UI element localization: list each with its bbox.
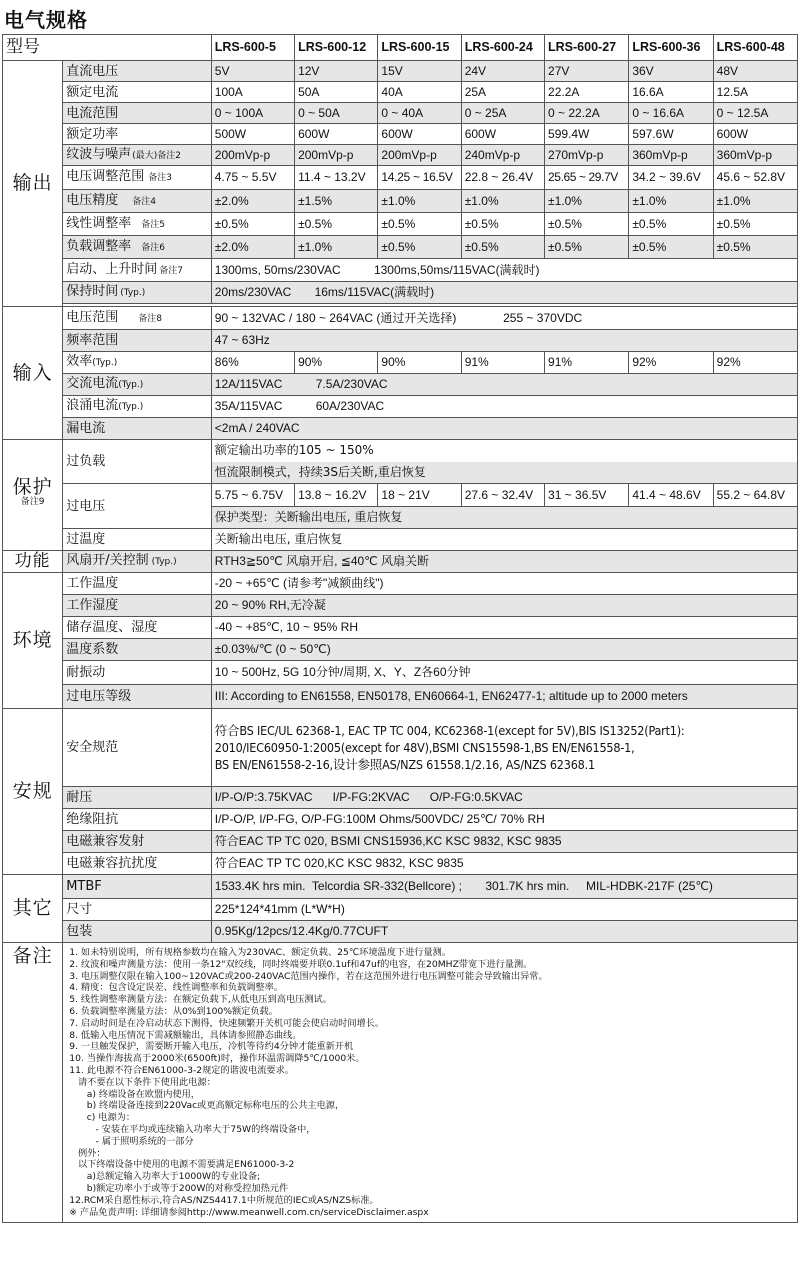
cell: 600W <box>461 124 544 145</box>
row-efficiency <box>3 352 798 374</box>
note-item: 例外： <box>69 1147 106 1159</box>
cell: 0 ~ 25A <box>461 103 544 124</box>
cell: 91% <box>461 352 544 374</box>
storage-value: -40 ~ +85℃, 10 ~ 95% RH <box>211 617 797 639</box>
voltage-range-value: 90 ~ 132VAC / 180 ~ 264VAC (通过开关选择) 255 ~ 370VDC <box>211 307 797 330</box>
section-protection <box>3 440 63 551</box>
section-label: 保护 <box>12 476 53 498</box>
model-name: LRS-600-27 <box>545 35 629 61</box>
overload-mode: 恒流限制模式，持续3S后关断,重启恢复 <box>211 462 797 484</box>
note-ref: 备注4 <box>132 196 156 207</box>
label-text: 负载调整率 <box>66 238 132 254</box>
note-item: 8. 低输入电压情况下需减额输出，具体请参照静态曲线。 <box>69 1029 302 1041</box>
note-item: c) 电源为： <box>69 1112 136 1124</box>
emc-immunity-value: 符合EAC TP TC 020,KC KSC 9832, KSC 9835 <box>211 853 797 875</box>
note-item: 10. 当操作海拔高于2000米(6500ft)时，操作环温需调降5℃/1000米。 <box>69 1053 365 1065</box>
row-label: 绝缘阻抗 <box>63 809 212 831</box>
section-environment: 环境 <box>3 573 63 709</box>
cell: ±0.5% <box>629 236 713 259</box>
row-current-range <box>3 103 798 124</box>
row-dimension <box>3 899 798 921</box>
cell: ±1.5% <box>295 190 378 213</box>
row-label: 直流电压 <box>63 61 212 82</box>
cell: 597.6W <box>629 124 713 145</box>
note-item: 6. 负载调整率测量方法：从0%到100%额定负载。 <box>69 1005 278 1017</box>
cell: 48V <box>713 61 797 82</box>
section-safety: 安规 <box>3 709 63 875</box>
row-emc-immunity <box>3 853 798 875</box>
row-working-temp <box>3 573 798 595</box>
note-item: 1. 如未特别说明，所有规格参数均在输入为230VAC、额定负载、25℃环境温度下进行量测。 <box>69 947 452 958</box>
row-inrush <box>3 396 798 418</box>
row-working-humidity <box>3 595 798 617</box>
label-sub: (最大) <box>132 150 158 161</box>
note-item: b)额定功率小于或等于200W的对称受控加热元件 <box>69 1182 289 1194</box>
row-temp-coeff <box>3 639 798 661</box>
note-item: 11. 此电源不符合EN61000-3-2规定的谐波电流要求。 <box>69 1064 294 1076</box>
row-label <box>63 166 212 190</box>
model-name: LRS-600-36 <box>629 35 713 61</box>
overload-value: 额定输出功率的105 ~ 150% <box>211 440 797 462</box>
cell: 92% <box>629 352 713 374</box>
row-overload-1 <box>3 440 798 462</box>
row-fan-control <box>3 551 798 573</box>
cell: 15V <box>378 61 461 82</box>
label-text: 保持时间 <box>66 284 119 299</box>
row-line-reg <box>3 213 798 236</box>
row-label: 额定功率 <box>63 124 212 145</box>
model-name: LRS-600-12 <box>295 35 378 61</box>
cell: 40A <box>378 82 461 103</box>
note-ref: 备注8 <box>138 313 162 324</box>
note-ref: 备注3 <box>148 173 172 183</box>
row-label: 储存温度、湿度 <box>63 617 212 639</box>
note-ref: 备注6 <box>141 242 165 253</box>
cell: 5.75 ~ 6.75V <box>211 484 294 507</box>
section-note: 备注9 <box>20 497 45 507</box>
cell: 13.8 ~ 16.2V <box>295 484 378 507</box>
row-label: 包装 <box>63 921 212 943</box>
cell: ±1.0% <box>461 190 544 213</box>
cell: 500W <box>211 124 294 145</box>
safety-line: BS EN/EN61558-2-16,设计参照AS/NZS 61558.1/2.16, AS/NZS 62368.1 <box>214 757 595 772</box>
cell: 14.25 ~ 16.5V <box>378 166 461 190</box>
row-label <box>63 259 212 282</box>
note-item: 以下终端设备中使用的电源不需要满足EN61000-3-2 <box>69 1159 295 1171</box>
cell: 12.5A <box>713 82 797 103</box>
row-label <box>63 190 212 213</box>
model-name: LRS-600-15 <box>378 35 461 61</box>
row-label: MTBF <box>63 875 212 899</box>
row-label <box>63 236 212 259</box>
working-temp-value: -20 ~ +65℃ (请参考"减额曲线") <box>211 573 797 595</box>
cell: 5V <box>211 61 294 82</box>
cell: 200mVp-p <box>211 145 294 166</box>
cell: ±1.0% <box>378 190 461 213</box>
cell: ±1.0% <box>629 190 713 213</box>
cell: 90% <box>295 352 378 374</box>
withstand-value: I/P-O/P:3.75KVAC I/P-FG:2KVAC O/P-FG:0.5KVAC <box>211 787 797 809</box>
cell: ±1.0% <box>545 190 629 213</box>
cell: 200mVp-p <box>378 145 461 166</box>
cell: 240mVp-p <box>461 145 544 166</box>
ac-current-value: 12A/115VAC 7.5A/230VAC <box>211 374 797 396</box>
note-ref: 备注7 <box>159 265 183 276</box>
note-item: b) 终端设备连接到220Vac或更高额定标称电压的公共主电源， <box>69 1100 345 1112</box>
row-label: 电磁兼容抗扰度 <box>63 853 212 875</box>
label-text: 浪涌电流 <box>66 398 119 413</box>
row-frequency <box>3 330 798 352</box>
cell: 41.4 ~ 48.6V <box>629 484 713 507</box>
cell: ±1.0% <box>295 236 378 259</box>
row-setup-time <box>3 259 798 282</box>
cell: 0 ~ 100A <box>211 103 294 124</box>
label-sub: (Typ.) <box>118 402 144 412</box>
note-item: - 属于照明系统的一部分 <box>69 1135 194 1147</box>
row-safety-standards <box>3 709 798 787</box>
cell: 4.75 ~ 5.5V <box>211 166 294 190</box>
row-vibration <box>3 661 798 685</box>
cell: 27.6 ~ 32.4V <box>461 484 544 507</box>
row-adj-range <box>3 166 798 190</box>
cell: 200mVp-p <box>295 145 378 166</box>
leakage-value: <2mA / 240VAC <box>211 418 797 440</box>
section-output: 输出 <box>3 61 63 307</box>
dimension-value: 225*124*41mm (L*W*H) <box>211 899 797 921</box>
note-ref: 备注5 <box>141 219 165 230</box>
label-text: 电压调整范围 <box>66 169 145 184</box>
cell: ±2.0% <box>211 236 294 259</box>
inrush-value: 35A/115VAC 60A/230VAC <box>211 396 797 418</box>
cell: ±2.0% <box>211 190 294 213</box>
row-tolerance <box>3 190 798 213</box>
label-text: 效率 <box>66 354 93 369</box>
page-title: 电气规格 <box>4 8 88 32</box>
working-humidity-value: 20 ~ 90% RH,无冷凝 <box>211 595 797 617</box>
cell: ±0.5% <box>378 213 461 236</box>
cell: 31 ~ 36.5V <box>545 484 629 507</box>
row-rated-current <box>3 82 798 103</box>
cell: ±0.5% <box>629 213 713 236</box>
cell: 25A <box>461 82 544 103</box>
row-label: 工作温度 <box>63 573 212 595</box>
cell: 45.6 ~ 52.8V <box>713 166 797 190</box>
notes-list <box>63 943 798 1223</box>
row-label: 安全规范 <box>63 709 212 787</box>
cell: 91% <box>545 352 629 374</box>
row-leakage <box>3 418 798 440</box>
row-label: 频率范围 <box>63 330 212 352</box>
note-ref: 备注2 <box>157 150 181 161</box>
cell: 27V <box>545 61 629 82</box>
note-item: - 安装在平均或连续输入功率大于75W的终端设备中， <box>69 1123 316 1135</box>
label-text: 电压精度 <box>66 192 119 208</box>
cell: ±0.5% <box>461 213 544 236</box>
row-label <box>63 307 212 330</box>
cell: 360mVp-p <box>629 145 713 166</box>
row-dc-voltage <box>3 61 798 82</box>
cell: 600W <box>378 124 461 145</box>
label-text: 风扇开/关控制 <box>66 553 149 568</box>
row-label <box>63 145 212 166</box>
cell: ±0.5% <box>295 213 378 236</box>
fan-control-value: RTH3≧50℃ 风扇开启, ≦40℃ 风扇关断 <box>211 551 797 573</box>
frequency-value: 47 ~ 63Hz <box>211 330 797 352</box>
row-label: 工作湿度 <box>63 595 212 617</box>
spec-table <box>2 34 798 1223</box>
cell: 86% <box>211 352 294 374</box>
row-voltage-range <box>3 307 798 330</box>
cell: 270mVp-p <box>545 145 629 166</box>
label-sub: (Typ.) <box>120 288 146 298</box>
row-overvoltage-1 <box>3 484 798 507</box>
model-name: LRS-600-5 <box>211 35 294 61</box>
note-item: 4. 精度：包含设定误差、线性调整率和负载调整率。 <box>69 982 284 994</box>
row-hold-time <box>3 282 798 304</box>
cell: 25.65 ~ 29.7V <box>545 166 629 190</box>
row-label: 过温度 <box>63 529 212 551</box>
note-item: 请不要在以下条件下使用此电源： <box>69 1076 216 1088</box>
label-sub: (Typ.) <box>118 380 144 390</box>
row-label: 过负载 <box>63 440 212 484</box>
row-label: 耐压 <box>63 787 212 809</box>
row-label: 尺寸 <box>63 899 212 921</box>
row-ac-current <box>3 374 798 396</box>
section-others: 其它 <box>3 875 63 943</box>
overvoltage-mode: 保护类型：关断输出电压, 重启恢复 <box>211 507 797 529</box>
overtemp-value: 关断输出电压, 重启恢复 <box>211 529 797 551</box>
row-packing <box>3 921 798 943</box>
row-label: 过电压 <box>63 484 212 529</box>
cell: 0 ~ 12.5A <box>713 103 797 124</box>
row-isolation <box>3 809 798 831</box>
model-label: 型号 <box>3 35 212 61</box>
row-label <box>63 282 212 304</box>
cell: 55.2 ~ 64.8V <box>713 484 797 507</box>
label-sub: (Typ.) <box>151 557 177 567</box>
vibration-value: 10 ~ 500Hz, 5G 10分钟/周期, X、Y、Z各60分钟 <box>211 661 797 685</box>
note-item: 5. 线性调整率测量方法：在额定负载下,从低电压到高电压测试。 <box>69 994 332 1006</box>
mtbf-value: 1533.4K hrs min. Telcordia SR-332(Bellcore) ; 301.7K hrs min. MIL-HDBK-217F (25℃) <box>211 875 797 899</box>
label-text: 纹波与噪声 <box>66 146 132 162</box>
row-mtbf <box>3 875 798 899</box>
section-input: 输入 <box>3 307 63 440</box>
note-item: 7. 启动时间是在冷启动状态下测得，快速频繁开关机可能会使启动时间增长。 <box>69 1017 385 1029</box>
cell: 0 ~ 16.6A <box>629 103 713 124</box>
cell: 600W <box>713 124 797 145</box>
row-label <box>63 551 212 573</box>
ovc-value: III: According to EN61558, EN50178, EN60664-1, EN62477-1; altitude up to 2000 meters <box>211 685 797 709</box>
row-label: 漏电流 <box>63 418 212 440</box>
setup-time-value: 1300ms, 50ms/230VAC 1300ms,50ms/115VAC(满载时) <box>211 259 797 282</box>
cell: ±0.5% <box>461 236 544 259</box>
cell: 12V <box>295 61 378 82</box>
row-label: 额定电流 <box>63 82 212 103</box>
cell: 100A <box>211 82 294 103</box>
row-label: 电流范围 <box>63 103 212 124</box>
row-label: 过电压等级 <box>63 685 212 709</box>
row-label: 电磁兼容发射 <box>63 831 212 853</box>
model-name: LRS-600-48 <box>713 35 797 61</box>
section-function: 功能 <box>3 551 63 573</box>
isolation-value: I/P-O/P, I/P-FG, O/P-FG:100M Ohms/500VDC/ 25℃/ 70% RH <box>211 809 797 831</box>
cell: ±0.5% <box>378 236 461 259</box>
cell: 22.8 ~ 26.4V <box>461 166 544 190</box>
row-load-reg <box>3 236 798 259</box>
cell: 0 ~ 50A <box>295 103 378 124</box>
row-label <box>63 213 212 236</box>
safety-line: 符合BS IEC/UL 62368-1, EAC TP TC 004, KC62368-1(except for 5V),BIS IS13252(Part1): <box>214 723 685 738</box>
note-item: a) 终端设备在欧盟内使用， <box>69 1088 200 1100</box>
section-notes: 备注 <box>3 943 63 1223</box>
cell: ±0.5% <box>211 213 294 236</box>
row-label <box>63 396 212 418</box>
cell: ±0.5% <box>545 213 629 236</box>
cell: 0 ~ 22.2A <box>545 103 629 124</box>
model-name: LRS-600-24 <box>461 35 544 61</box>
label-text: 线性调整率 <box>66 215 132 231</box>
note-item: 3. 电压调整仅限在输入100~120VAC或200-240VAC范围内操作，若在这范围外进行电压调整可能会导致输出异常。 <box>69 970 548 982</box>
row-emc-emission <box>3 831 798 853</box>
cell: 0 ~ 40A <box>378 103 461 124</box>
temp-coeff-value: ±0.03%/℃ (0 ~ 50℃) <box>211 639 797 661</box>
label-text: 交流电流 <box>66 376 119 391</box>
safety-line: 2010/IEC60950-1:2005(except for 48V),BSMI CNS15598-1,BS EN/EN61558-1, <box>214 740 635 755</box>
packing-value: 0.95Kg/12pcs/12.4Kg/0.77CUFT <box>211 921 797 943</box>
cell: 11.4 ~ 13.2V <box>295 166 378 190</box>
cell: ±0.5% <box>713 236 797 259</box>
note-item: a)总额定输入功率大于1000W的专业设备; <box>69 1171 261 1183</box>
row-label <box>63 374 212 396</box>
cell: 360mVp-p <box>713 145 797 166</box>
row-overtemp <box>3 529 798 551</box>
row-label <box>63 352 212 374</box>
cell: 16.6A <box>629 82 713 103</box>
row-storage <box>3 617 798 639</box>
hold-time-value: 20ms/230VAC 16ms/115VAC(满载时) <box>211 282 797 304</box>
cell: 599.4W <box>545 124 629 145</box>
emc-emission-value: 符合EAC TP TC 020, BSMI CNS15936,KC KSC 9832, KSC 9835 <box>211 831 797 853</box>
cell: 24V <box>461 61 544 82</box>
cell: 600W <box>295 124 378 145</box>
row-withstand <box>3 787 798 809</box>
cell: 34.2 ~ 39.6V <box>629 166 713 190</box>
cell: ±1.0% <box>713 190 797 213</box>
cell: 90% <box>378 352 461 374</box>
label-text: 电压范围 <box>66 309 119 325</box>
cell: 50A <box>295 82 378 103</box>
row-label: 温度系数 <box>63 639 212 661</box>
label-text: 启动、上升时间 <box>66 261 158 277</box>
note-item: 9. 一旦触发保护，需要断开输入电压，冷机等待约4分钟才能重新开机 <box>69 1041 354 1053</box>
disclaimer-link[interactable]: ※ 产品免责声明: 详细请参阅http://www.meanwell.com.cn/serviceDisclaimer.aspx <box>69 1206 429 1218</box>
row-rated-power <box>3 124 798 145</box>
note-item: 2. 纹波和噪声测量方法：使用一条12"双绞线，同时终端要并联0.1uf和47uf的电容，在20MHZ带宽下进行量测。 <box>69 958 533 970</box>
row-label: 耐振动 <box>63 661 212 685</box>
row-ripple <box>3 145 798 166</box>
cell: 22.2A <box>545 82 629 103</box>
cell: ±0.5% <box>545 236 629 259</box>
safety-standards-value <box>211 709 797 787</box>
cell: 18 ~ 21V <box>378 484 461 507</box>
row-notes <box>3 943 798 1223</box>
row-ovc <box>3 685 798 709</box>
cell: ±0.5% <box>713 213 797 236</box>
label-sub: (Typ.) <box>92 358 118 368</box>
note-item: 12.RCM采自愿性标示,符合AS/NZS4417.1中所规范的IEC或AS/NZS标准。 <box>69 1194 379 1206</box>
cell: 36V <box>629 61 713 82</box>
cell: 92% <box>713 352 797 374</box>
model-header-row <box>3 35 798 61</box>
